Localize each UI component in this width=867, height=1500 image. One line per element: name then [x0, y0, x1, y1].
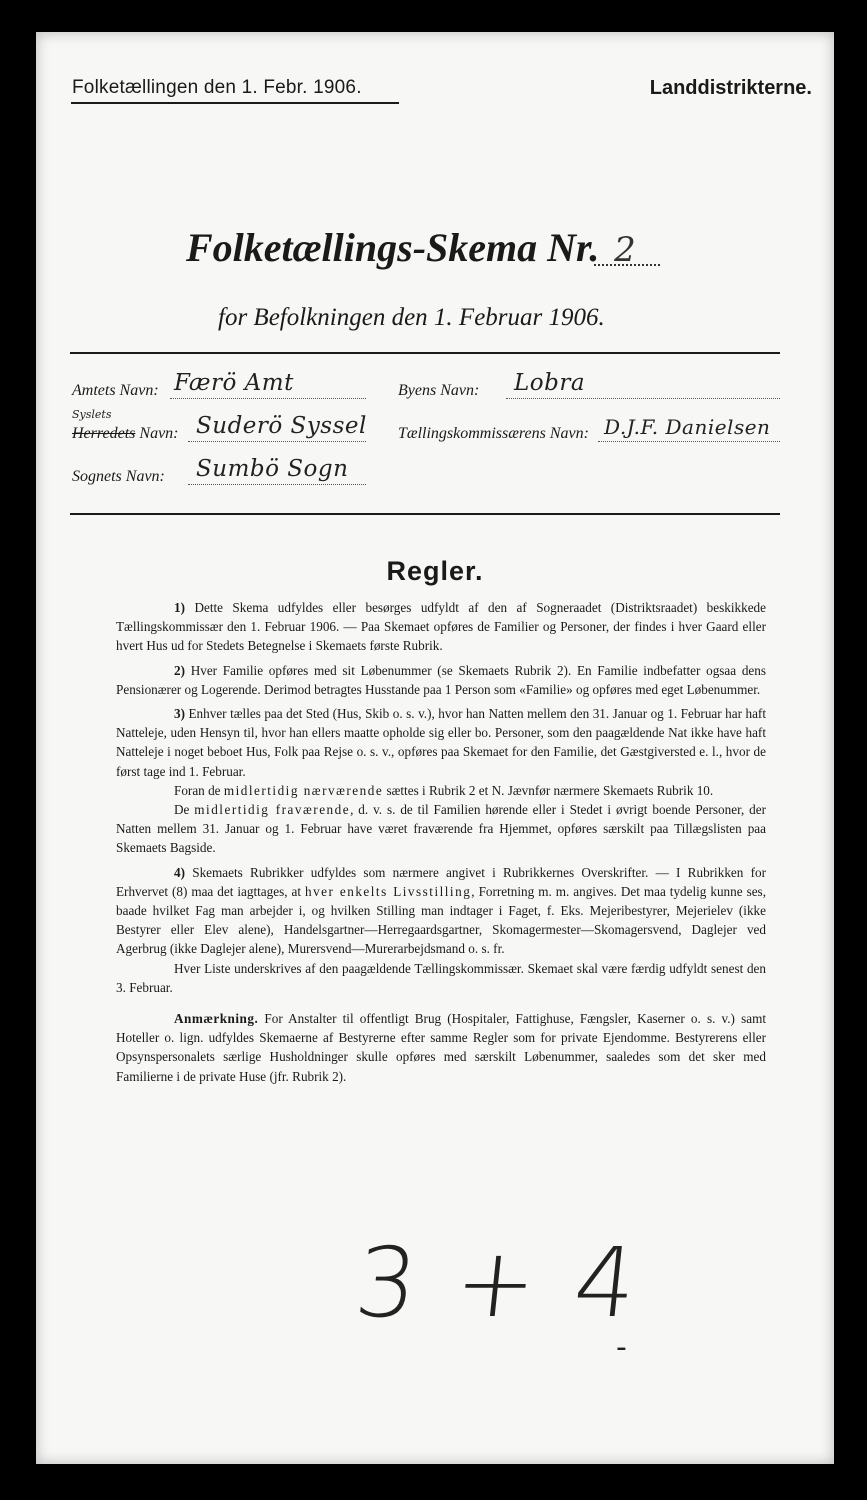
rule-3-absent-pre: De: [174, 802, 195, 818]
rule-2-text: Hver Familie opføres med sit Løbenummer (se Skemaets Rubrik 2). En Familie indbefatter ogsaa dens Pensionærer og Logerende. Derimod betragtes Husstande paa 1 Person som «Familie» og opføres med eget Løbenummer.: [116, 662, 766, 697]
rule-4-signature: [116, 959, 766, 997]
herred-dotted-line: [188, 441, 366, 442]
herred-struck-word: Herredets: [72, 425, 136, 442]
header-census-date: Folketællingen den 1. Febr. 1906.: [72, 77, 362, 98]
rules-title: Regler.: [386, 556, 484, 586]
amt-dotted-line: [170, 398, 366, 399]
form-number-handwritten: 2: [614, 230, 636, 270]
sogn-label: Sognets Navn:: [72, 468, 165, 485]
rule-3-present: [116, 781, 766, 800]
rule-3-present-spaced: midlertidig nærværende: [223, 782, 384, 798]
rule-1-number: 1): [174, 600, 185, 615]
byens-label: Byens Navn:: [398, 382, 480, 399]
rule-note: [116, 1009, 766, 1086]
form-title: Folketællings-Skema Nr.: [186, 225, 600, 270]
rule-2-number: 2): [174, 662, 185, 678]
rule-2: [116, 661, 766, 699]
handwritten-dash: -: [616, 1330, 627, 1365]
rule-3-present-pre: Foran de: [174, 782, 224, 798]
amt-value: Færö Amt: [174, 370, 294, 396]
kommissaer-label: Tællingskommissærens Navn:: [398, 425, 589, 442]
header-underline: [71, 102, 399, 104]
rule-4-pre: Skemaets Rubrikker udfyldes som nærmere angivet i Rubrikkernes Overskrifter. — I Rubrikken for Erhvervet (8) maa det iagttages, at: [116, 864, 766, 899]
herred-value: Suderö Syssel: [196, 413, 367, 439]
header-district-type: Landdistrikterne.: [649, 77, 812, 99]
herred-label: [72, 425, 179, 443]
rules-text: [116, 598, 766, 1091]
kommissaer-value: D.J.F. Danielsen: [604, 415, 771, 439]
census-form-sheet: [36, 32, 834, 1464]
rule-3-absent-post: , d. v. s. de til Familien hørende eller i Stedet i øvrigt boende Personer, der Natten mellem 31. Januar og 1. Februar have været fraværende fra Hjemmet, opføres særskilt paa Tillægslisten paa Skemaets Bagside.: [116, 802, 766, 856]
rule-4-spaced: hver enkelts Livsstilling: [304, 883, 472, 899]
sogn-value: Sumbö Sogn: [196, 456, 349, 482]
byens-value: Lobra: [514, 370, 586, 396]
handwritten-annotation: 3 + 4: [350, 1227, 646, 1339]
rule-3: [116, 704, 766, 781]
rule-note-label: Anmærkning.: [174, 1011, 259, 1027]
rule-note-text: For Anstalter til offentligt Brug (Hospitaler, Fattighuse, Fængsler, Kaserner o. s. v.) samt Hoteller o. lign. udfyldes Skemaerne af Bestyrerne efter samme Regler som for private Ejendomme. Bestyrerens eller Opsynspersonalets særlige Husholdninger skulle opføres med særskilt Løbenummer, saaledes som det sker med Familierne i de private Huse (jfr. Rubrik 2).: [116, 1011, 766, 1084]
kommissaer-dotted-line: [598, 441, 780, 442]
bottom-divider: [70, 513, 780, 515]
byens-dotted-line: [506, 398, 780, 399]
herred-correction: Syslets: [72, 408, 112, 421]
rule-3-text: Enhver tælles paa det Sted (Hus, Skib o. s. v.), hvor han Natten mellem den 31. Januar og 1. Februar har haft Natteleje, uden Hensyn til, hvor han ellers maatte opholde sig eller bo. Personer, som den paagældende Nat ikke have haft Natteleje i noget beboet Hus, Folk paa Rejse o. s. v., opføres paa Skemaet for den Familie, det Gæstgiversted e. l., hvor de først tage ind 1. Februar.: [116, 706, 766, 779]
rule-3-absent-spaced: midlertidig fraværende: [194, 802, 351, 818]
form-number-dotted-line: [594, 264, 660, 266]
amt-label: Amtets Navn:: [72, 382, 159, 399]
rule-1: [116, 598, 766, 656]
rule-4-number: 4): [174, 864, 185, 880]
rule-4: [116, 863, 766, 959]
top-divider: [70, 352, 780, 354]
rule-4-post: , Forretning m. m. angives. Det maa tydelig kunne ses, baade hvilket Fag man arbejder i, og hvilken Stilling man indtager i Faget, f. Eks. Mejeribestyrer, Mejerielev (ikke Bestyrer eller Elev alene), Handelsgartner—Herregaardsgartner, Skomagermester—Skomagersvend, Daglejer ved Agerbrug (ikke Daglejer alene), Murersvend—Murerarbejdsmand o. s. fr.: [116, 883, 766, 957]
rule-1-text: Dette Skema udfyldes eller besørges udfyldt af den af Sogneraadet (Distriktsraadet) beskikkede Tællingskommissær den 1. Februar 1906. — Paa Skemaet opføres de Familier og Personer, der findes i hver Gaard eller hvert Hus ud for Stedets Betegnelse i Skemaets første Rubrik.: [116, 600, 766, 654]
herred-label-rest: Navn:: [135, 425, 179, 442]
sogn-dotted-line: [188, 484, 366, 485]
rule-3-present-post: sættes i Rubrik 2 et N. Jævnfør nærmere Skemaets Rubrik 10.: [383, 782, 714, 798]
rule-3-absent: [116, 800, 766, 858]
rule-3-number: 3): [174, 706, 185, 722]
rule-4-signature-text: Hver Liste underskrives af den paagældende Tællingskommissær. Skemaet skal være færdig udfyldt senest den 3. Februar.: [116, 960, 766, 995]
form-subtitle: for Befolkningen den 1. Februar 1906.: [218, 304, 605, 331]
